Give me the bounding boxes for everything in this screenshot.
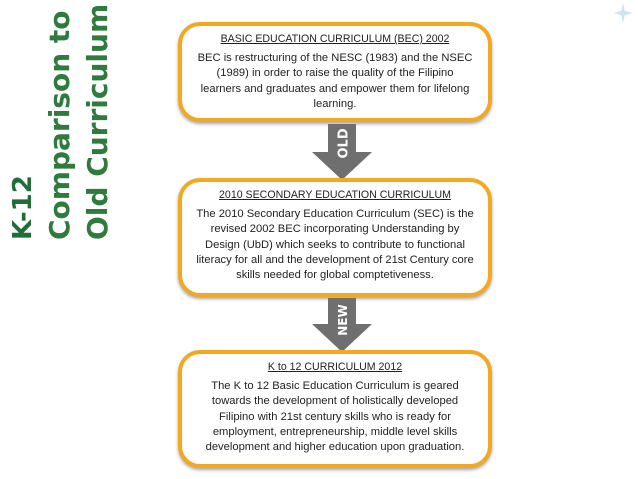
new-arrow (312, 298, 372, 352)
sec-2010-heading: 2010 SECONDARY EDUCATION CURRICULUM (219, 189, 451, 201)
title-block (10, 0, 112, 240)
title-line-old-curriculum: Old Curriculum (81, 3, 114, 240)
vertical-title (0, 0, 150, 479)
bec-2002-box (178, 22, 492, 122)
bec-2002-heading: BASIC EDUCATION CURRICULUM (BEC) 2002 (220, 33, 450, 45)
star-icon (612, 2, 634, 24)
k12-2012-text: The K to 12 Basic Education Curriculum is geared towards the development of holistically developed Filipino with 21st century skills who is ready for employment, entrepreneurship, middle level skills development and higher education upon graduation. (205, 379, 465, 454)
sec-2010-box (178, 178, 492, 297)
k12-2012-heading: K to 12 CURRICULUM 2012 (267, 361, 403, 373)
old-label: OLD (336, 128, 352, 159)
title-line-comparison: Comparison to (43, 10, 76, 240)
old-arrow (312, 124, 372, 180)
new-label: NEW (336, 304, 350, 336)
title-line-k12: K-12 (8, 175, 38, 240)
bec-2002-text: BEC is restructuring of the NESC (1983) and the NSEC (1989) in order to raise the quality of the Filipino learners and graduates and empower them for lifelong learning. (197, 51, 473, 110)
sec-2010-text: The 2010 Secondary Education Curriculum (SEC) is the revised 2002 BEC incorporating Understanding by Design (UbD) which seeks to contribute to functional literacy for all and the development of 21st Century core skills needed for global comptetiveness. (196, 207, 474, 282)
k12-2012-box (178, 350, 492, 468)
